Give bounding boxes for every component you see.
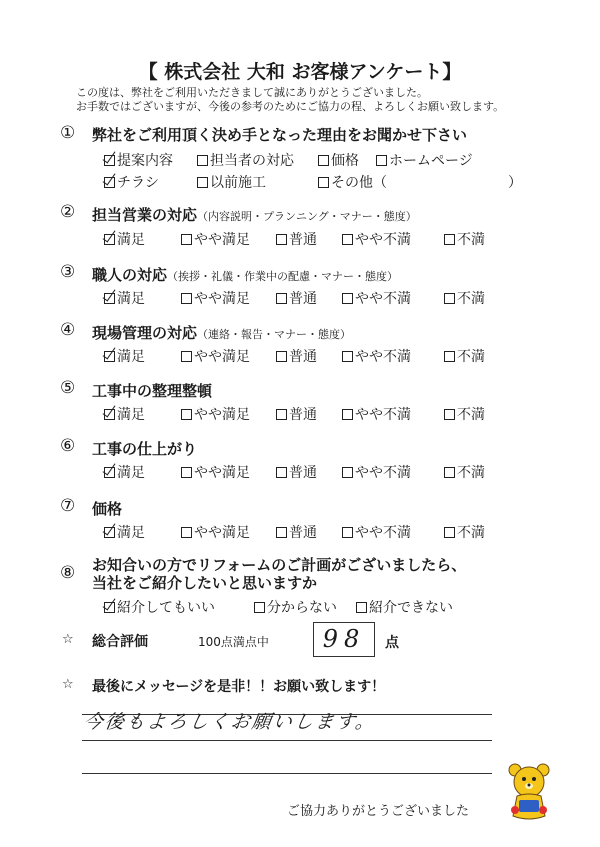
q5-option-dissatisfied[interactable]: 不満 [444, 404, 485, 424]
checkbox[interactable] [254, 602, 265, 613]
question-6-title: 工事の仕上がり [92, 440, 198, 458]
checkbox[interactable] [104, 351, 115, 362]
checkbox[interactable] [181, 351, 192, 362]
q1-other-close: ） [508, 175, 522, 191]
q5-option-neutral[interactable]: 普通 [276, 404, 317, 424]
overall-label: 総合評価 [92, 634, 148, 650]
checkbox[interactable] [342, 293, 353, 304]
q7-option-somewhat-dissatisfied[interactable]: やや不満 [342, 522, 411, 542]
checkbox[interactable] [318, 177, 329, 188]
checkbox[interactable] [104, 467, 115, 478]
q2-option-somewhat-satisfied[interactable]: やや満足 [181, 229, 250, 249]
question-8-title-line1: お知合いの方でリフォームのご計画がございましたら、 [92, 556, 467, 574]
checkbox[interactable] [181, 293, 192, 304]
question-4-title: 現場管理の対応（連絡・報告・マナー・態度） [92, 324, 352, 342]
q7-option-satisfied[interactable]: 満足 [104, 522, 145, 542]
checkbox[interactable] [276, 293, 287, 304]
q5-option-satisfied[interactable]: 満足 [104, 404, 145, 424]
question-8-title-line2: 当社をご紹介したいと思いますか [92, 574, 318, 592]
q4-option-somewhat-satisfied[interactable]: やや満足 [181, 346, 250, 366]
message-handwritten[interactable]: 今後もよろしくお願いします。 [82, 711, 378, 733]
checkbox[interactable] [444, 527, 455, 538]
q1-option-homepage[interactable]: ホームページ [376, 150, 473, 170]
checkbox[interactable] [181, 409, 192, 420]
intro-line-1: この度は、弊社をご利用いただきまして誠にありがとうございました。 [76, 86, 428, 99]
page-title: 【 株式会社 大和 お客様アンケート】 [138, 61, 462, 83]
checkbox[interactable] [104, 155, 115, 166]
checkbox[interactable] [197, 177, 208, 188]
q1-option-staff[interactable]: 担当者の対応 [197, 150, 294, 170]
question-3-title: 職人の対応（挨拶・礼儀・作業中の配慮・マナー・態度） [92, 266, 399, 284]
checkbox[interactable] [104, 602, 115, 613]
q6-option-somewhat-dissatisfied[interactable]: やや不満 [342, 462, 411, 482]
question-3-note: （挨拶・礼儀・作業中の配慮・マナー・態度） [167, 270, 399, 283]
q5-option-somewhat-dissatisfied[interactable]: やや不満 [342, 404, 411, 424]
q7-option-somewhat-satisfied[interactable]: やや満足 [181, 522, 250, 542]
q1-option-flyer[interactable]: チラシ [104, 172, 159, 192]
checkbox[interactable] [342, 467, 353, 478]
q1-option-proposal[interactable]: 提案内容 [104, 150, 173, 170]
q2-option-somewhat-dissatisfied[interactable]: やや不満 [342, 229, 411, 249]
question-6-number: ⑥ [60, 436, 76, 456]
q8-option-not-sure[interactable]: 分からない [254, 597, 337, 617]
q3-option-dissatisfied[interactable]: 不満 [444, 288, 485, 308]
message-line-2 [82, 773, 492, 774]
checkbox[interactable] [342, 234, 353, 245]
checkbox[interactable] [181, 234, 192, 245]
question-2-note: （内容説明・プランニング・マナー・態度） [197, 210, 417, 223]
bear-mascot-icon [503, 760, 555, 822]
thanks-text: ご協力ありがとうございました [287, 804, 470, 819]
message-star-icon: ☆ [62, 677, 74, 692]
q4-option-neutral[interactable]: 普通 [276, 346, 317, 366]
q6-option-dissatisfied[interactable]: 不満 [444, 462, 485, 482]
question-4-number: ④ [60, 320, 76, 340]
q7-option-dissatisfied[interactable]: 不満 [444, 522, 485, 542]
checkbox[interactable] [342, 527, 353, 538]
q8-option-would-refer[interactable]: 紹介してもいい [104, 597, 215, 617]
checkbox[interactable] [444, 234, 455, 245]
q1-option-price[interactable]: 価格 [318, 150, 359, 170]
question-1-number: ① [60, 123, 76, 143]
q6-option-satisfied[interactable]: 満足 [104, 462, 145, 482]
checkbox[interactable] [444, 293, 455, 304]
checkbox[interactable] [276, 234, 287, 245]
checkbox[interactable] [197, 155, 208, 166]
checkbox[interactable] [276, 467, 287, 478]
overall-star-icon: ☆ [62, 632, 74, 647]
question-3-number: ③ [60, 262, 76, 282]
question-7-title: 価格 [92, 500, 123, 518]
checkbox[interactable] [276, 409, 287, 420]
q3-option-neutral[interactable]: 普通 [276, 288, 317, 308]
checkbox[interactable] [104, 293, 115, 304]
message-line-1 [82, 740, 492, 741]
score-unit: 点 [385, 635, 399, 651]
q3-option-somewhat-dissatisfied[interactable]: やや不満 [342, 288, 411, 308]
score-input[interactable]: 98 [313, 622, 375, 657]
checkbox[interactable] [376, 155, 387, 166]
question-2-number: ② [60, 202, 76, 222]
checkbox[interactable] [181, 467, 192, 478]
checkbox[interactable] [356, 602, 367, 613]
question-8-number: ⑧ [60, 563, 76, 583]
question-4-note: （連絡・報告・マナー・態度） [197, 328, 352, 341]
checkbox[interactable] [444, 409, 455, 420]
checkbox[interactable] [342, 409, 353, 420]
checkbox[interactable] [444, 467, 455, 478]
checkbox[interactable] [444, 351, 455, 362]
q4-option-somewhat-dissatisfied[interactable]: やや不満 [342, 346, 411, 366]
question-5-title: 工事中の整理整頓 [92, 382, 213, 400]
q5-option-somewhat-satisfied[interactable]: やや満足 [181, 404, 250, 424]
checkbox[interactable] [342, 351, 353, 362]
checkbox[interactable] [276, 527, 287, 538]
q3-option-satisfied[interactable]: 満足 [104, 288, 145, 308]
question-1-title: 弊社をご利用頂く決め手となった理由をお聞かせ下さい [92, 126, 468, 144]
question-2-title: 担当営業の対応（内容説明・プランニング・マナー・態度） [92, 206, 417, 224]
checkbox[interactable] [318, 155, 329, 166]
checkbox[interactable] [276, 351, 287, 362]
q2-option-satisfied[interactable]: 満足 [104, 229, 145, 249]
intro-line-2: お手数ではございますが、今後の参考のためにご協力の程、よろしくお願い致します。 [76, 100, 505, 113]
checkbox[interactable] [104, 409, 115, 420]
checkbox[interactable] [104, 527, 115, 538]
q7-option-neutral[interactable]: 普通 [276, 522, 317, 542]
message-prompt: 最後にメッセージを是非！！お願い致します！ [92, 679, 386, 695]
q4-option-dissatisfied[interactable]: 不満 [444, 346, 485, 366]
question-7-number: ⑦ [60, 496, 76, 516]
checkbox[interactable] [181, 527, 192, 538]
q1-option-other[interactable]: その他（ [318, 172, 387, 192]
q2-option-dissatisfied[interactable]: 不満 [444, 229, 485, 249]
question-5-number: ⑤ [60, 378, 76, 398]
q1-option-previous[interactable]: 以前施工 [197, 172, 266, 192]
q2-option-neutral[interactable]: 普通 [276, 229, 317, 249]
q3-option-somewhat-satisfied[interactable]: やや満足 [181, 288, 250, 308]
checkbox[interactable] [104, 177, 115, 188]
q8-option-cannot-refer[interactable]: 紹介できない [356, 597, 453, 617]
checkbox[interactable] [104, 234, 115, 245]
q4-option-satisfied[interactable]: 満足 [104, 346, 145, 366]
overall-scale: 100点満点中 [198, 635, 269, 649]
q6-option-somewhat-satisfied[interactable]: やや満足 [181, 462, 250, 482]
q6-option-neutral[interactable]: 普通 [276, 462, 317, 482]
